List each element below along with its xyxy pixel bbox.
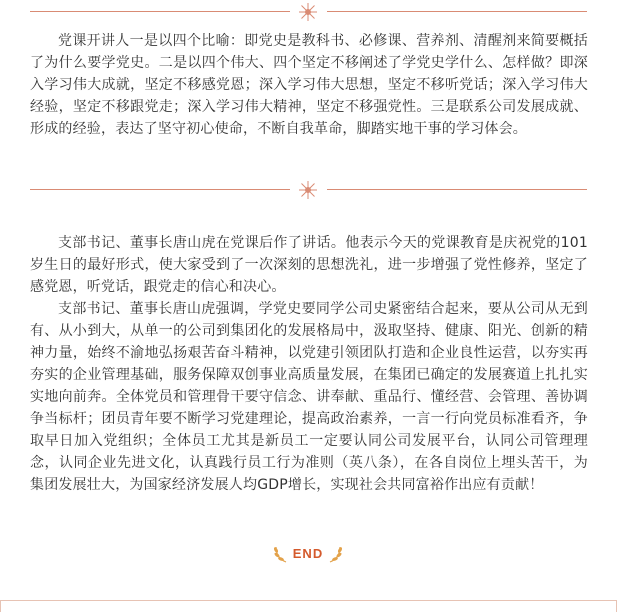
frame-edge-left — [0, 600, 1, 612]
sun-star-icon — [296, 2, 320, 22]
frame-line — [0, 600, 617, 601]
sun-star-icon — [296, 180, 320, 200]
divider-line-left — [30, 189, 290, 190]
paragraph-chairman-speech: 支部书记、董事长唐山虎在党课后作了讲话。他表示今天的党课教育是庆祝党的101岁生日的最好形式，使大家受到了一次深刻的思想洗礼，进一步增强了党性修养，坚定了感党恩，听党话，跟党走的信心和决心。 — [30, 235, 588, 295]
divider-line-right — [327, 11, 587, 12]
laurel-icon — [326, 544, 346, 564]
end-badge — [270, 542, 346, 566]
end-label: END — [292, 546, 324, 561]
divider-line-left — [30, 11, 290, 12]
middle-divider — [0, 180, 617, 200]
bottom-frame — [0, 592, 617, 612]
top-divider — [0, 2, 617, 22]
paragraph-party-lecture-summary: 党课开讲人一是以四个比喻：即党史是教科书、必修课、营养剂、清醒剂来简要概括了为什么要学党史。二是以四个伟大、四个坚定不移阐述了学党史学什么、怎样做？即深入学习伟大成就，坚定不移感党恩；深入学习伟大思想，坚定不移听党话；深入学习伟大经验，坚定不移跟党走；深入学习伟大精神，坚定不移强党性。三是联系公司发展成就、形成的经验，表达了坚守初心使命，不断自我革命，脚踏实地干事的学习体会。 — [30, 33, 588, 137]
divider-line-right — [327, 189, 587, 190]
paragraph-chairman-emphasis: 支部书记、董事长唐山虎强调，学党史要同学公司史紧密结合起来，要从公司从无到有、从小到大，从单一的公司到集团化的发展格局中，汲取坚持、健康、阳光、创新的精神力量，始终不渝地弘扬艰苦奋斗精神，以党建引领团队打造和企业良性运营，以夯实再夯实的企业管理基础，服务保障双创事业高质量发展，在集团已确定的发展赛道上扎扎实实地向前奔。全体党员和管理骨干要守信念、讲奉献、重品行、懂经营、会管理、善协调争当标杆；团员青年要不断学习党建理论，提高政治素养，一言一行向党员标准看齐，争取早日加入党组织；全体员工尤其是新员工一定要认同公司发展平台，认同公司管理理念，认同企业先进文化，认真践行员工行为准则（英八条），在各自岗位上埋头苦干，为集团发展壮大，为国家经济发展人均GDP增长，实现社会共同富裕作出应有贡献！ — [30, 301, 588, 493]
